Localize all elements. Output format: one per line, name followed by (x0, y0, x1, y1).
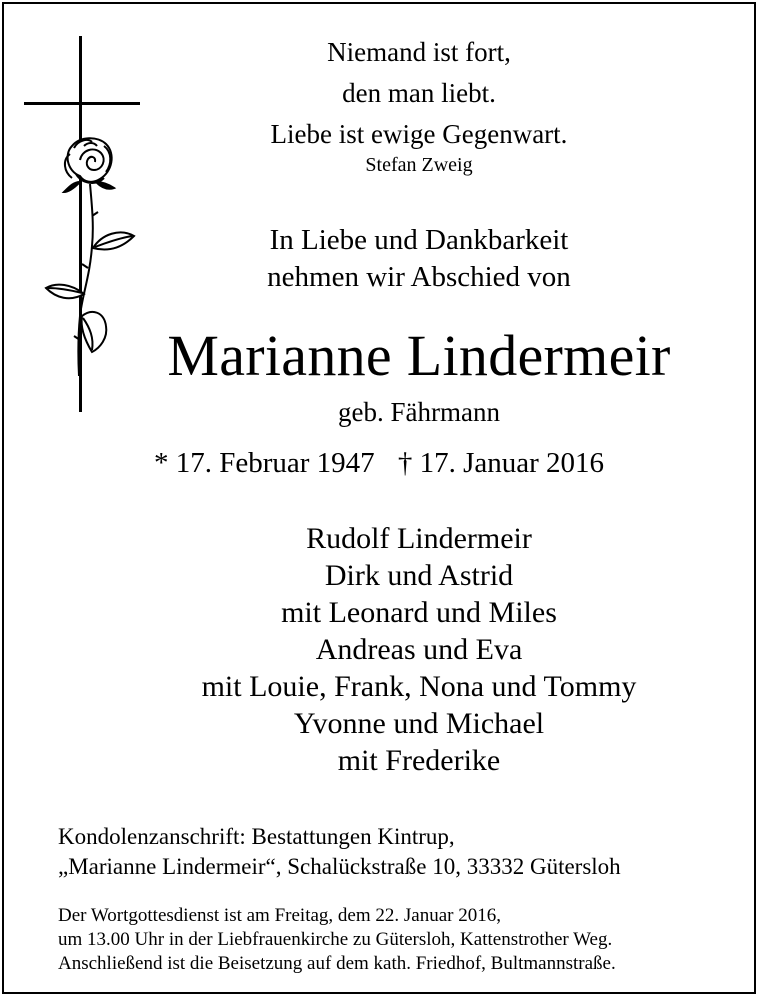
death-date: † 17. Januar 2016 (397, 447, 605, 479)
quote-line: den man liebt. (342, 78, 496, 108)
condolence-line: „Marianne Lindermeir“, Schalückstraße 10, 33332 Gütersloh (58, 854, 621, 879)
condolence-line: Kondolenzanschrift: Bestattungen Kintrup, (58, 824, 455, 849)
life-dates (4, 447, 754, 480)
intro-line: nehmen wir Abschied von (267, 261, 571, 293)
service-line: Anschließend ist die Beisetzung auf dem kath. Friedhof, Bultmannstraße. (58, 953, 616, 974)
quote-author: Stefan Zweig (365, 154, 473, 176)
service-line: um 13.00 Uhr in der Liebfrauenkirche zu Gütersloh, Kattenstrother Weg. (58, 929, 613, 950)
maiden-name: geb. Fährmann (338, 397, 500, 427)
family-member: mit Frederike (337, 744, 501, 777)
intro-line: In Liebe und Dankbarkeit (269, 224, 569, 256)
family-member: Rudolf Lindermeir (306, 522, 532, 555)
family-list (44, 520, 762, 779)
family-member: Andreas und Eva (315, 633, 523, 666)
condolence-address (58, 822, 621, 882)
quote-line: Niemand ist fort, (327, 37, 511, 67)
family-member: mit Louie, Frank, Nona und Tommy (201, 670, 637, 703)
family-member: mit Leonard und Miles (281, 596, 557, 629)
quote-line: Liebe ist ewige Gegenwart. (270, 119, 568, 149)
birth-date: * 17. Februar 1947 (153, 447, 375, 479)
family-member: Yvonne und Michael (293, 707, 545, 740)
service-info (58, 904, 616, 976)
obituary-notice (2, 2, 756, 994)
service-line: Der Wortgottesdienst ist am Freitag, dem 22. Januar 2016, (58, 905, 501, 926)
intro-text (44, 222, 762, 296)
family-member: Dirk und Astrid (324, 559, 514, 592)
quote (44, 32, 762, 155)
deceased-name: Marianne Lindermeir (167, 323, 671, 388)
